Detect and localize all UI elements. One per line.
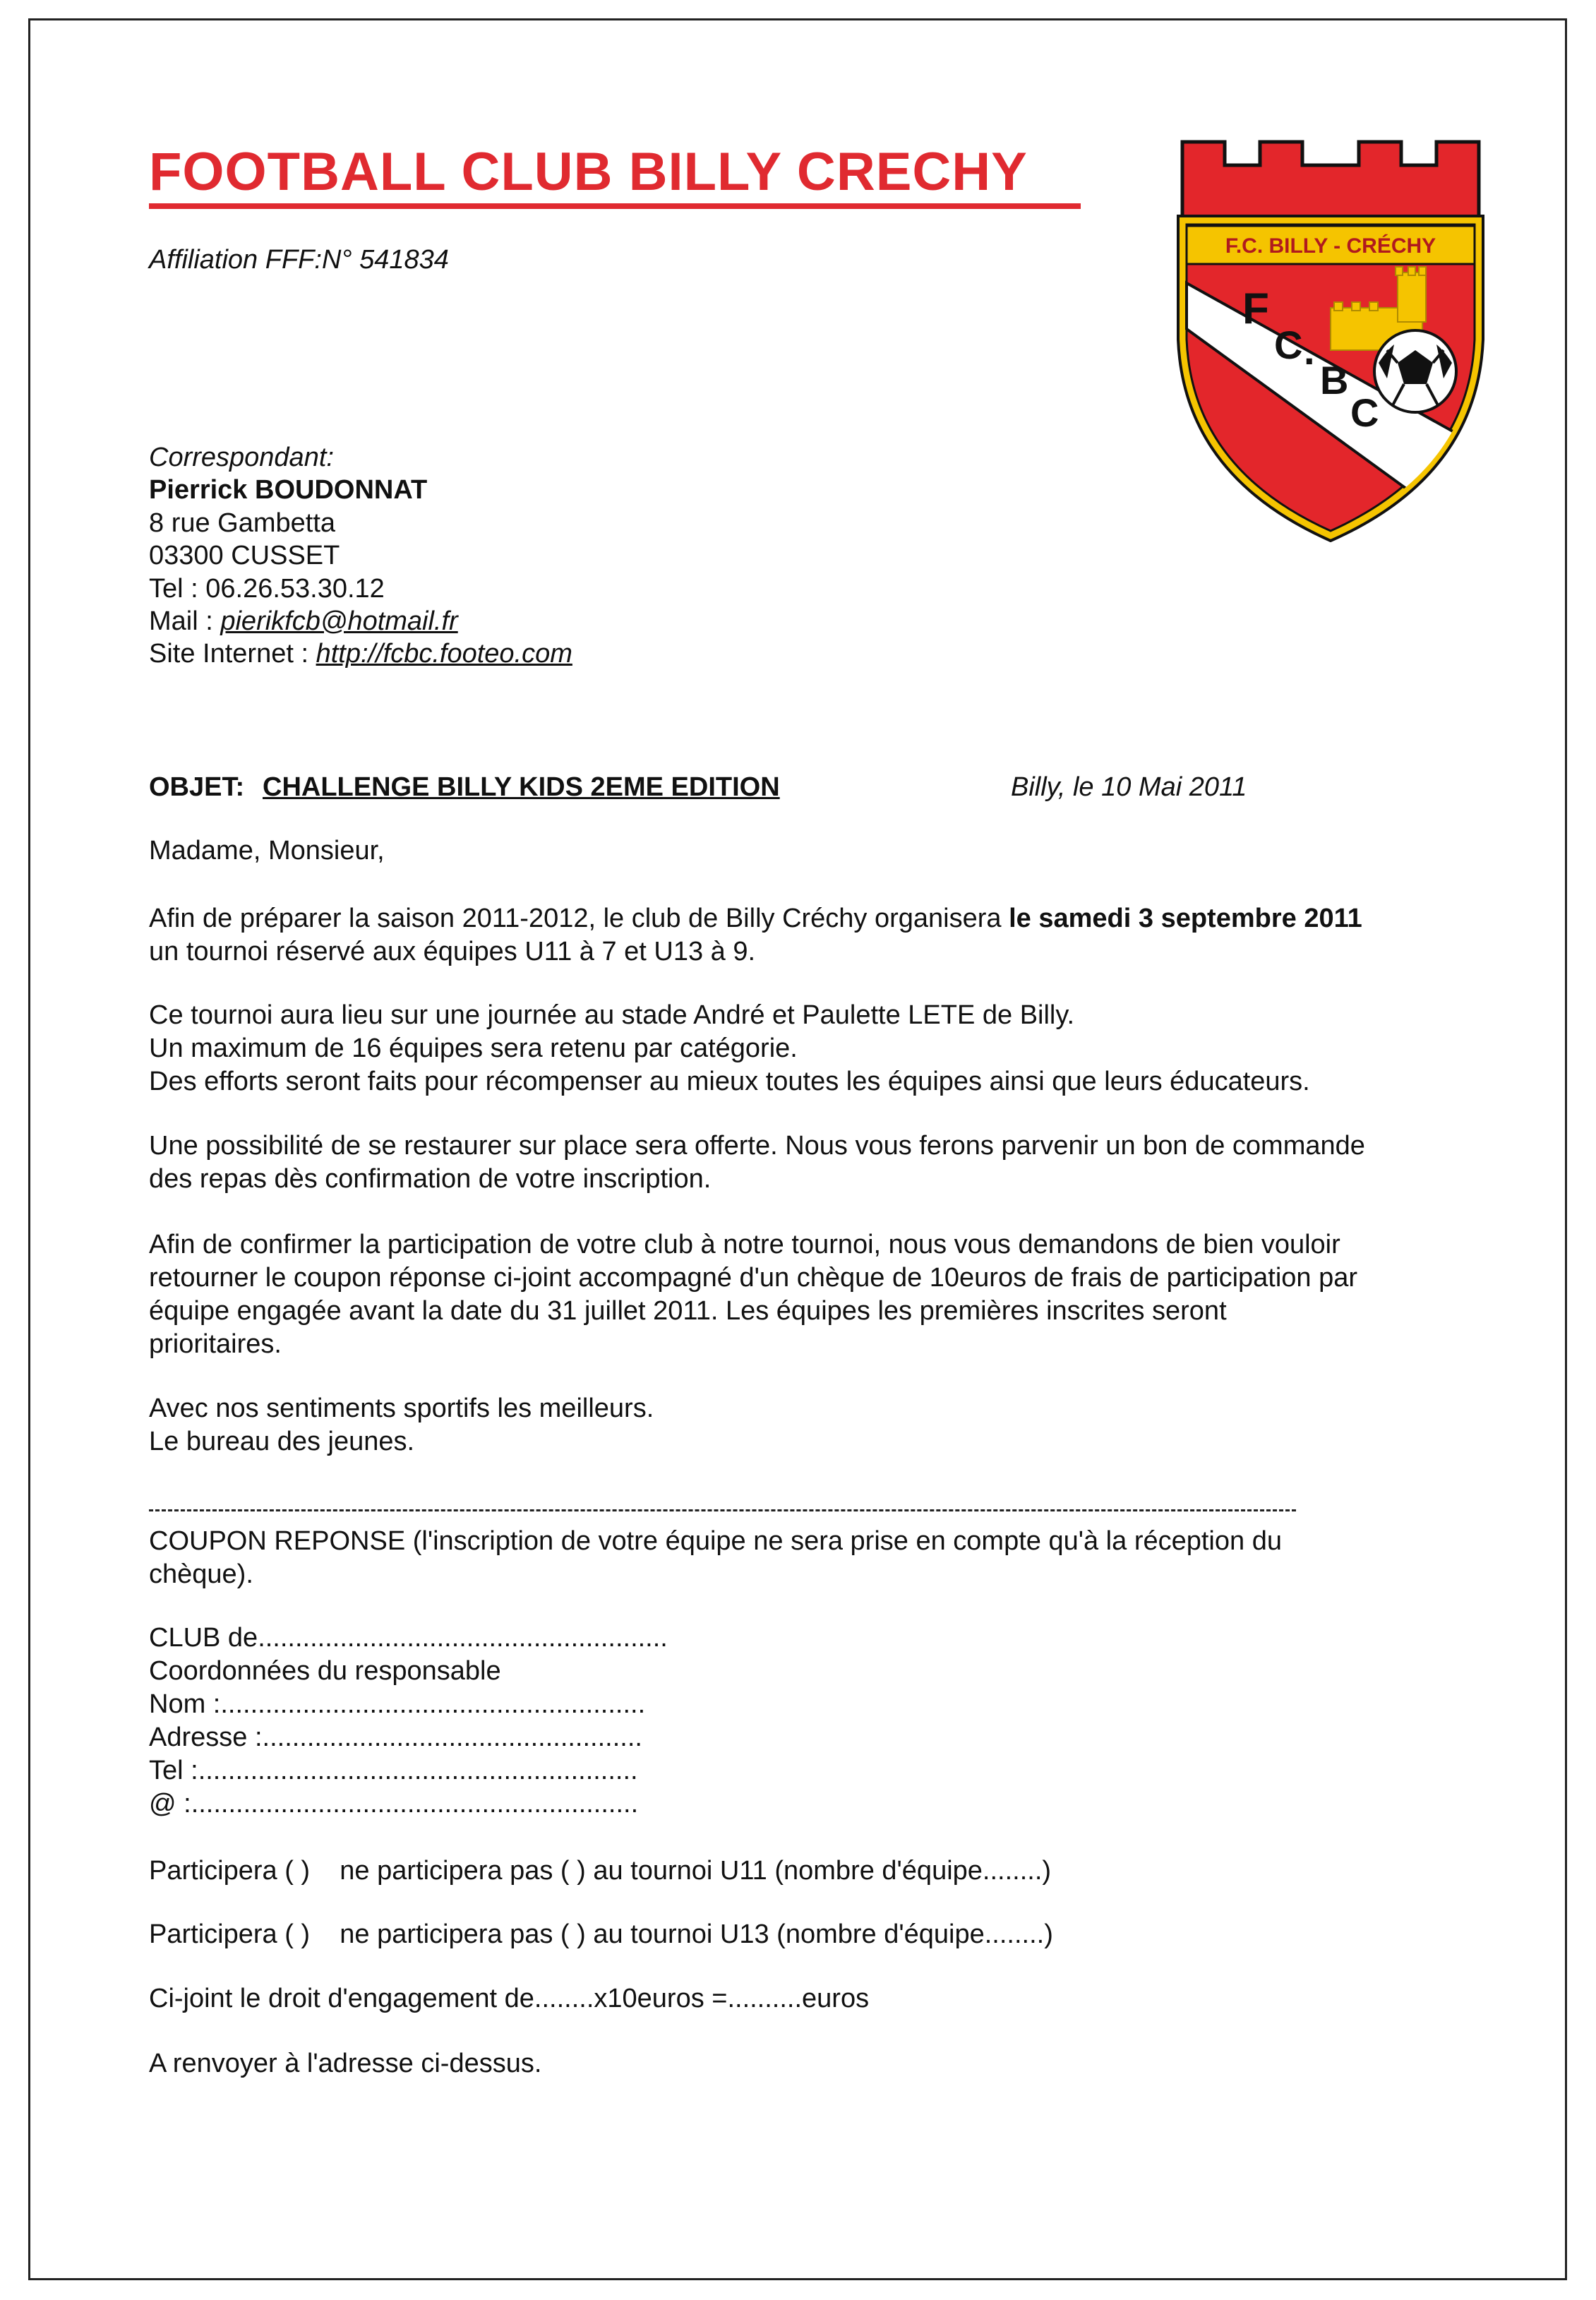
email-field[interactable]: @ :............................................................	[149, 1789, 639, 1819]
responsible-label: Coordonnées du responsable	[149, 1656, 501, 1686]
soccer-ball-icon	[1374, 330, 1456, 412]
website-link[interactable]: http://fcbc.footeo.com	[316, 639, 572, 669]
u13-participation-option[interactable]: Participera ( ) ne participera pas ( ) au tournoi U13 (nombre d'équipe........)	[149, 1919, 1053, 1949]
phone-field[interactable]: Tel :...........................................................	[149, 1756, 638, 1785]
subject-label: OBJET:	[149, 772, 245, 802]
coupon-cut-line	[149, 1509, 1296, 1511]
correspondent-website	[149, 637, 572, 670]
logo-banner-text: F.C. BILLY - CRÉCHY	[1225, 234, 1436, 258]
paragraph-line: équipe engagée avant la date du 31 juillet 2011. Les équipes les premières inscrites seront	[149, 1296, 1227, 1326]
paragraph-catering	[149, 1130, 1365, 1196]
svg-text:F: F	[1242, 284, 1269, 333]
signature-line: Le bureau des jeunes.	[149, 1427, 415, 1456]
paragraph-line: Des efforts seront faits pour récompenser au mieux toutes les équipes ainsi que leurs éducateurs.	[149, 1067, 1310, 1096]
event-date: le samedi 3 septembre 2011	[1009, 904, 1362, 933]
svg-text:.: .	[1304, 328, 1315, 373]
subject-text: CHALLENGE BILLY KIDS 2EME EDITION	[263, 772, 780, 802]
paragraph-line: Ce tournoi aura lieu sur une journée au stade André et Paulette LETE de Billy.	[149, 1000, 1075, 1030]
letter-closing	[149, 1392, 654, 1459]
club-crest-logo	[1175, 138, 1486, 544]
svg-text:C: C	[1350, 390, 1379, 435]
name-field[interactable]: Nom :.........................................................	[149, 1689, 646, 1719]
svg-text:B: B	[1320, 358, 1349, 402]
mail-label: Mail :	[149, 606, 221, 636]
paragraph-venue	[149, 999, 1310, 1098]
paragraph-line: Afin de confirmer la participation de votre club à notre tournoi, nous vous demandons de bien vouloir	[149, 1230, 1340, 1259]
coupon-title-line: COUPON REPONSE (l'inscription de votre équipe ne sera prise en compte qu'à la réception du	[149, 1526, 1282, 1556]
closing-line: Avec nos sentiments sportifs les meilleurs.	[149, 1394, 654, 1423]
correspondent-label: Correspondant:	[149, 443, 334, 472]
address-field[interactable]: Adresse :...................................................	[149, 1723, 642, 1752]
paragraph-intro	[149, 902, 1362, 969]
letter-date: Billy, le 10 Mai 2011	[1011, 772, 1247, 802]
paragraph-line: retourner le coupon réponse ci-joint accompagné d'un chèque de 10euros de frais de participation par	[149, 1263, 1358, 1293]
affiliation-number: Affiliation FFF:N° 541834	[149, 245, 449, 275]
correspondent-phone: Tel : 06.26.53.30.12	[149, 574, 385, 604]
title-underline	[149, 203, 1081, 209]
coupon-fields	[149, 1622, 668, 1821]
svg-text:C: C	[1274, 323, 1303, 367]
page-title: FOOTBALL CLUB BILLY CRECHY	[149, 142, 1028, 202]
return-instructions: A renvoyer à l'adresse ci-dessus.	[149, 2049, 542, 2078]
paragraph-line: Un maximum de 16 équipes sera retenu par catégorie.	[149, 1034, 798, 1063]
paragraph-line: prioritaires.	[149, 1329, 282, 1359]
correspondent-name: Pierrick BOUDONNAT	[149, 475, 428, 505]
mail-link[interactable]: pierikfcb@hotmail.fr	[220, 606, 458, 636]
coupon-title	[149, 1525, 1282, 1591]
paragraph-registration	[149, 1228, 1357, 1361]
paragraph-line: Une possibilité de se restaurer sur place sera offerte. Nous vous ferons parvenir un bon de commande	[149, 1131, 1365, 1161]
correspondent-city: 03300 CUSSET	[149, 541, 340, 570]
letter-greeting: Madame, Monsieur,	[149, 836, 385, 866]
paragraph-line: Afin de préparer la saison 2011-2012, le club de Billy Créchy organisera le samedi 3 septembre 2011	[149, 904, 1362, 933]
club-field[interactable]: CLUB de.......................................................	[149, 1623, 668, 1653]
paragraph-line: des repas dès confirmation de votre inscription.	[149, 1164, 712, 1194]
u11-participation-option[interactable]: Participera ( ) ne participera pas ( ) au tournoi U11 (nombre d'équipe........)	[149, 1856, 1052, 1886]
paragraph-line: un tournoi réservé aux équipes U11 à 7 et U13 à 9.	[149, 937, 756, 966]
coupon-title-line: chèque).	[149, 1559, 253, 1589]
correspondent-street: 8 rue Gambetta	[149, 508, 336, 538]
fee-line[interactable]: Ci-joint le droit d'engagement de........x10euros =..........euros	[149, 1984, 870, 2013]
correspondent-mail	[149, 605, 458, 637]
site-label: Site Internet :	[149, 639, 316, 669]
